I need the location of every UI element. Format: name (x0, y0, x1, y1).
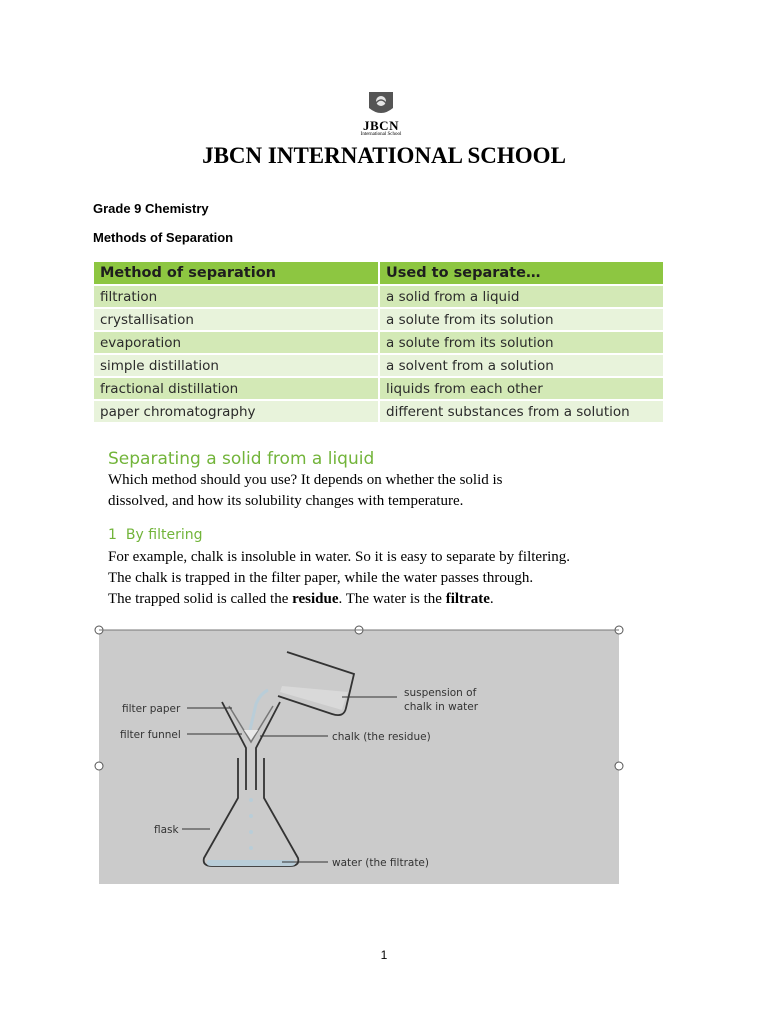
table-header-method: Method of separation (94, 262, 378, 284)
section-title: Separating a solid from a liquid (108, 449, 375, 469)
intro-line: dissolved, and how its solubility changes with temperature. (108, 493, 464, 509)
label-suspension-line1: suspension of (404, 687, 477, 699)
table-cell-use: a solute from its solution (380, 332, 663, 353)
table-cell-method: simple distillation (94, 355, 378, 376)
table-cell-use: a solvent from a solution (380, 355, 663, 376)
label-filtrate: water (the filtrate) (332, 857, 429, 869)
body-text: The trapped solid is called the (108, 591, 293, 607)
table-cell-method: crystallisation (94, 309, 378, 330)
document-title: Methods of Separation (93, 230, 234, 245)
table-row (94, 309, 663, 330)
label-filter-paper: filter paper (122, 703, 181, 715)
table-cell-method: paper chromatography (94, 401, 378, 422)
logo-subtext: International School (360, 132, 402, 137)
table-cell-use: a solid from a liquid (380, 286, 663, 307)
intro-line: Which method should you use? It depends on whether the solid is (108, 472, 503, 488)
page-number: 1 (380, 948, 388, 962)
term-residue: residue (292, 591, 339, 607)
table-row (94, 332, 663, 353)
label-residue: chalk (the residue) (332, 731, 431, 743)
table-row (94, 401, 663, 422)
grade-label: Grade 9 Chemistry (93, 201, 209, 216)
table-cell-use: different substances from a solution (380, 401, 663, 422)
subsection-number: 1 (108, 527, 117, 543)
table-cell-method: filtration (94, 286, 378, 307)
table-header-used-to-separate: Used to separate… (380, 262, 663, 284)
table-cell-method: evaporation (94, 332, 378, 353)
school-name-heading: JBCN INTERNATIONAL SCHOOL (202, 143, 566, 168)
logo-text: JBCN (363, 118, 399, 133)
term-filtrate: filtrate (445, 591, 490, 607)
label-filter-funnel: filter funnel (120, 729, 181, 741)
body-line: For example, chalk is insoluble in water. So it is easy to separate by filtering. (108, 549, 570, 565)
body-text: . (489, 591, 494, 607)
funnel-icon (222, 702, 280, 790)
subsection-label: By filtering (125, 527, 203, 543)
body-line: The chalk is trapped in the filter paper, while the water passes through. (108, 570, 534, 586)
table-row (94, 378, 663, 399)
table-row (94, 355, 663, 376)
filtering-paragraph (108, 547, 668, 610)
subsection-title (108, 527, 202, 543)
separation-methods-table (92, 260, 665, 424)
table-row (94, 286, 663, 307)
body-text: . The water is the (338, 591, 446, 607)
selection-handles[interactable] (95, 626, 623, 770)
body-line (108, 589, 668, 610)
label-flask: flask (154, 824, 179, 836)
label-suspension-line2: chalk in water (404, 701, 479, 713)
section-intro (108, 470, 668, 512)
table-cell-method: fractional distillation (94, 378, 378, 399)
table-cell-use: a solute from its solution (380, 309, 663, 330)
table-header-row (94, 262, 663, 284)
flask-icon (204, 758, 299, 866)
label-leaders (182, 697, 397, 862)
table-cell-use: liquids from each other (380, 378, 663, 399)
filtration-diagram[interactable] (92, 622, 638, 892)
